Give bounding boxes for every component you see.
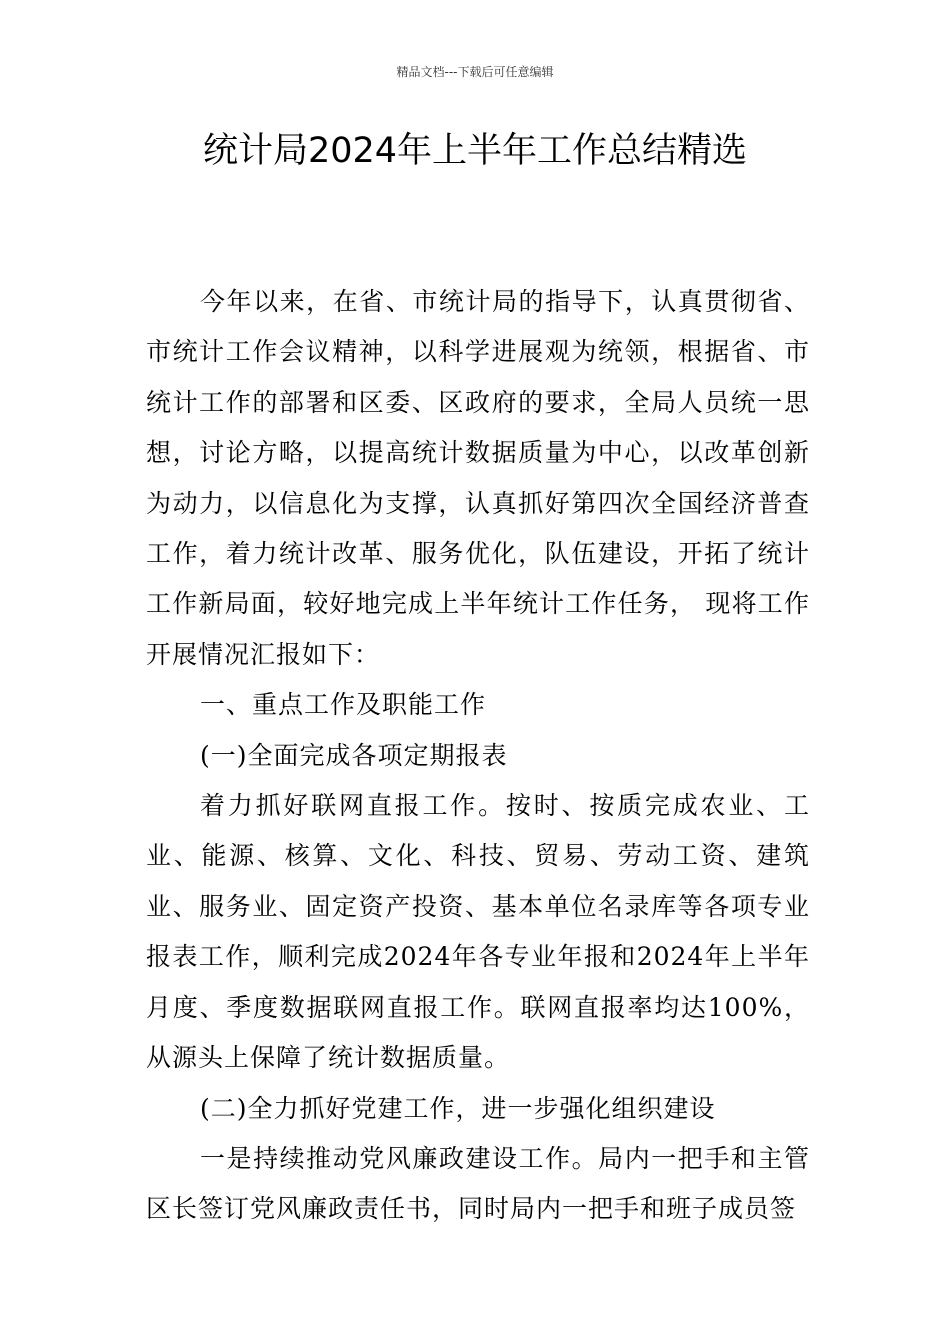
document-title: 统计局2024年上半年工作总结精选 <box>202 131 748 171</box>
paragraph-party-building: 一是持续推动党风廉政建设工作。局内一把手和主管区长签订党风廉政责任书，同时局内一把手和班子成员签 <box>146 1143 810 1224</box>
subsection-heading-2: (二)全力抓好党建工作，进一步强化组织建设 <box>200 1093 716 1123</box>
subsection-heading-1: (一)全面完成各项定期报表 <box>200 740 508 770</box>
paragraph-intro: 今年以来，在省、市统计局的指导下，认真贯彻省、市统计工作会议精神，以科学进展观为统领，根据省、市统计工作的部署和区委、区政府的要求，全局人员统一思想，讨论方略，以提高统计数据质量为中心，以改革创新为动力，以信息化为支撑，认真抓好第四次全国经济普查工作，着力统计改革、服务优化，队伍建设，开拓了统计工作新局面，较好地完成上半年统计工作任务， 现将工作开展情况汇报如下： <box>146 287 810 669</box>
paragraph-reports: 着力抓好联网直报工作。按时、按质完成农业、工业、能源、核算、文化、科技、贸易、劳动工资、建筑业、服务业、固定资产投资、基本单位名录库等各项专业报表工作，顺利完成2024年各专业年报和2024年上半年月度、季度数据联网直报工作。联网直报率均达100%，从源头上保障了统计数据质量。 <box>146 791 810 1073</box>
document-body <box>146 277 810 1235</box>
section-heading-1: 一、重点工作及职能工作 <box>200 690 487 720</box>
header-note: 精品文档---下载后可任意编辑 <box>396 65 554 79</box>
